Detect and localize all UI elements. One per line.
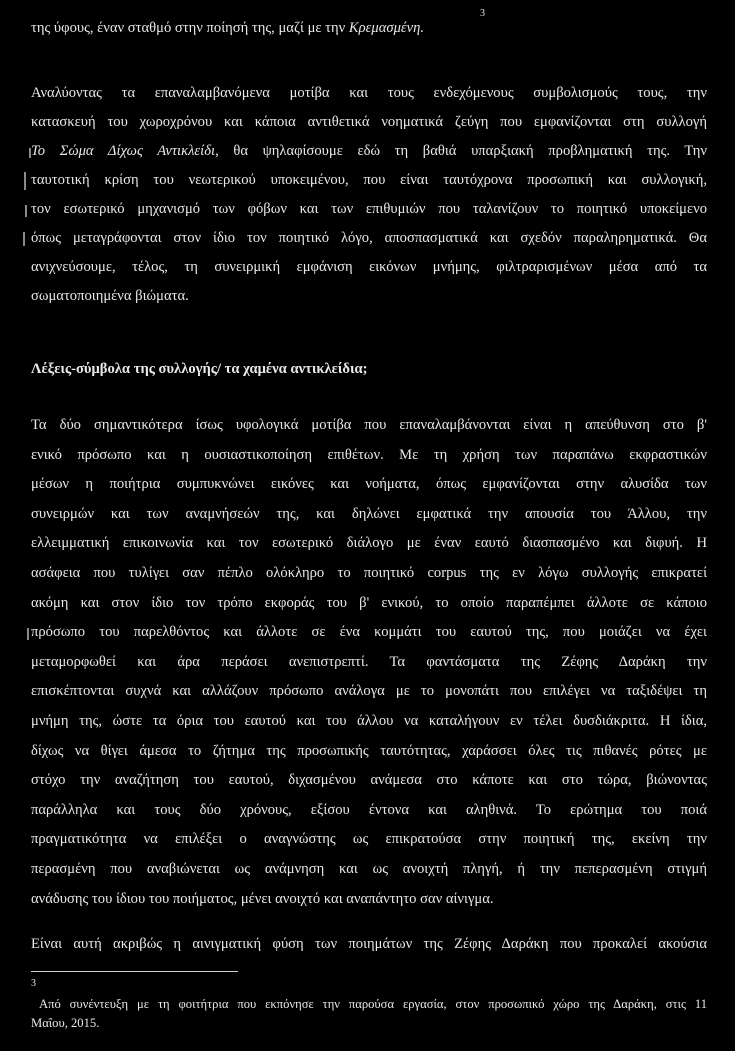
collection-title: Το Σώμα Δίχως Αντικλείδι: [31, 143, 216, 159]
margin-mark: [27, 628, 29, 640]
para1-line-4: ταυτοτική κρίση του νεωτερικού υποκειμένου, που είναι ταυτόχρονα προσωπική και συλλογική,: [31, 172, 707, 188]
footnote-line-1: Από συνέντευξη με τη φοιτήτρια που εκπόνησε την παρούσα εργασία, στον προσωπικό χώρο της Δαράκη, στις 11: [39, 997, 707, 1011]
para2-line: πραγματικότητα να επιλέξει ο αναγνώστης ως επικρατούσα στην ποιητική της, εκείνη την: [31, 831, 707, 847]
section-heading: Λέξεις-σύμβολα της συλλογής/ τα χαμένα αντικλείδια;: [31, 361, 368, 377]
para2-line: ασάφεια που τυλίγει σαν πέπλο ολόκληρο το ποιητικό corpus της εν λόγω συλλογής επικρατεί: [31, 565, 707, 581]
para2-line: επισκέπτονται συχνά και αλλάζουν πρόσωπο ανάλογα με το μονοπάτι που επιλέγει να ταξιδέψει τη: [31, 683, 707, 699]
para2-line: μνήμη της, ώστε τα όρια του εαυτού και του άλλου να καταλήγουν εν τέλει δυσδιάκριτα. Η ίδια,: [31, 713, 707, 729]
para2-line: ακόμη και στον ίδιο τον τρόπο εκφοράς του β' ενικού, το οποίο παραπέμπει άλλοτε σε κάποιο: [31, 595, 707, 611]
footnote-mark: 3: [31, 978, 36, 989]
para2-line: μέσων η ποιήτρια συμπυκνώνει εικόνες και νοήματα, όπως εμφανίζονται στην αλυσίδα των: [31, 476, 707, 492]
footnote-rule: [31, 971, 238, 972]
para1-line-1: Αναλύοντας τα επαναλαμβανόμενα μοτίβα και τους ενδεχόμενους συμβολισμούς τους, την: [31, 85, 707, 101]
para2-line: στόχο την αναζήτηση του εαυτού, διχασμένου ανάμεσα στο κάποτε και στο τώρα, βιώνοντας: [31, 772, 707, 788]
footnote-reference: 3: [480, 8, 485, 19]
margin-mark: [24, 172, 26, 190]
para1-line-7: ανιχνεύσουμε, τέλος, τη συνειρμική εμφάνιση εικόνων μνήμης, φιλτραρισμένων μέσα από τα: [31, 259, 707, 275]
top-line-text: της ύφους, έναν σταθμό στην ποίησή της, μαζί με την: [31, 20, 349, 36]
para1-line-5: τον εσωτερικό μηχανισμό των φόβων και των επιθυμιών που ταλανίζουν το ποιητικό υποκείμενο: [31, 201, 707, 217]
para2-line: μεταμορφωθεί και άρα περάσει ανεπιστρεπτί. Τα φαντάσματα της Ζέφης Δαράκη την: [31, 654, 707, 670]
para1-line-3: [31, 142, 707, 160]
para2-line: πρόσωπο του παρελθόντος και άλλοτε σε ένα κομμάτι του εαυτού της, που μοιάζει να έχει: [31, 624, 707, 640]
para2-line: περασμένη που αναβιώνεται ως ανάμνηση και ως ανοιχτή πληγή, ή την πεπερασμένη στιγμή: [31, 861, 707, 877]
top-line-italic: Κρεμασμένη.: [348, 20, 425, 36]
para2-line: ενικό πρόσωπο και η ουσιαστικοποίηση επιθέτων. Με τη χρήση των παραπάνω εκφραστικών: [31, 447, 707, 463]
para2-line: παράλληλα και τους δύο χρόνους, εξίσου έντονα και αληθινά. Το ερώτημα του ποιά: [31, 802, 707, 818]
para1-line-6: όπως μεταγράφονται στον ίδιο τον ποιητικό λόγο, αποσπασματικά και σχεδόν παραληρηματικά. Θα: [31, 230, 707, 246]
para2-line: Τα δύο σημαντικότερα ίσως υφολογικά μοτίβα που επαναλαμβάνονται είναι η απεύθυνση στο β': [31, 417, 707, 433]
para2-line: συνειρμών και των αναμνήσεών της, και δηλώνει εμφατικά την απουσία του Άλλου, την: [31, 506, 707, 522]
para1-line-8: σωματοποιημένα βιώματα.: [31, 288, 189, 304]
margin-mark: [25, 205, 27, 217]
para3-line-1: Είναι αυτή ακριβώς η αινιγματική φύση των ποιημάτων της Ζέφης Δαράκη που προκαλεί ακούσια: [31, 936, 707, 952]
para2-line: δίχως να θίγει άμεσα το ζήτημα της προσωπικής ταυτότητας, χαράσσει όλες τις πιθανές ρότες με: [31, 743, 707, 759]
para2-line: ελλειμματική επικοινωνία και τον εσωτερικό διάλογο με έναν εαυτό διασπασμένο και διφυή. Η: [31, 535, 707, 551]
footnote-line-2: Μαΐου, 2015.: [31, 1016, 100, 1030]
top-line: [31, 19, 424, 37]
para1-line-2: κατασκευή του χωροχρόνου και κάποια αντιθετικά νοηματικά ζεύγη που εμφανίζονται στη συλλογή: [31, 114, 707, 130]
para1-line-3-rest: , θα ψηλαφίσουμε εδώ τη βαθιά υπαρξιακή προβληματική της. Την: [215, 143, 707, 159]
margin-mark: [23, 232, 25, 246]
para2-line: ανάδυσης του ίδιου του ποιήματος, μένει ανοιχτό και αναπάντητο σαν αίνιγμα.: [31, 891, 494, 907]
margin-mark: [29, 148, 31, 158]
